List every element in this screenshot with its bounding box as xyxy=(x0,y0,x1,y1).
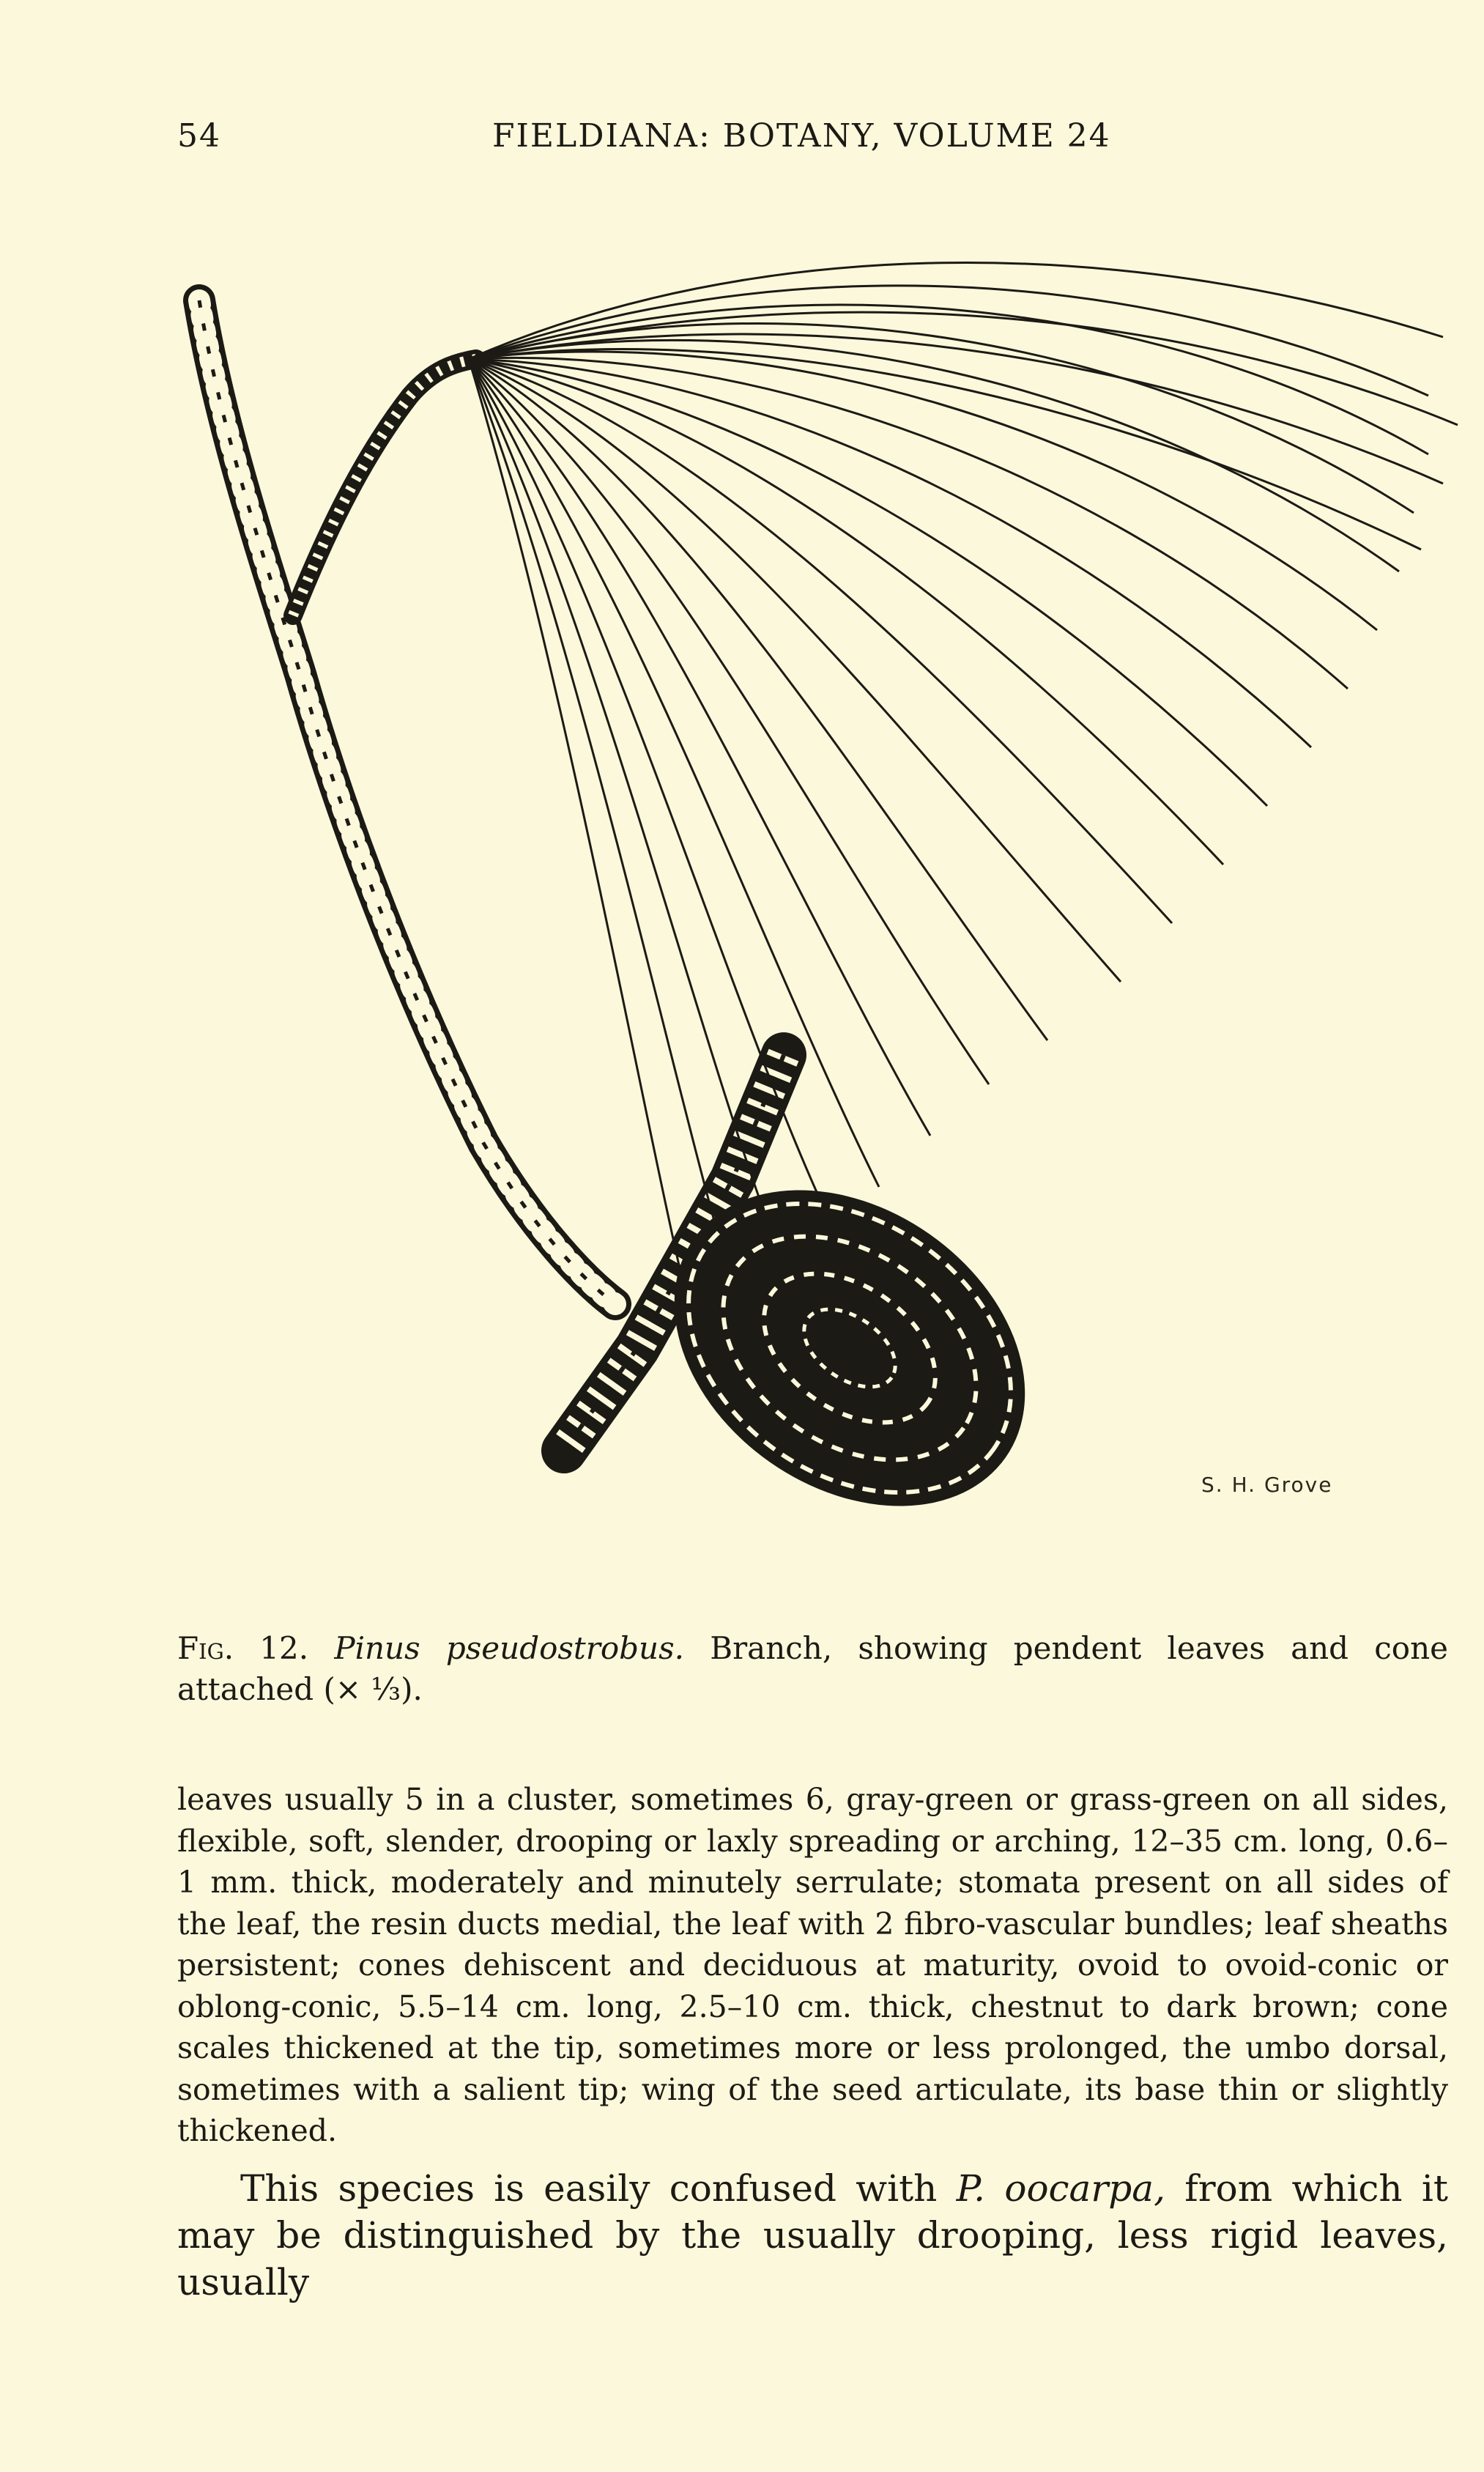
pine-cone xyxy=(614,1125,1086,1572)
pine-needles xyxy=(469,262,1458,1275)
discussion-text-before: This species is easily confused with xyxy=(240,2167,957,2210)
caption-species: Pinus pseudostrobus. xyxy=(334,1630,685,1666)
discussion-text-after: from which it may be distinguished by the usually drooping, less rigid leaves, usually xyxy=(177,2167,1448,2303)
main-branch xyxy=(199,300,615,1304)
description-paragraph: leaves usually 5 in a cluster, sometimes 6, gray-green or grass-green on all sides, flexible, soft, slender, drooping or laxly spreading or arching, 12–35 cm. long, 0.6–1 mm. thick, moderately and minutely serrulate; stomata present on all sides of the leaf, the resin ducts medial, the leaf with 2 fibro-vascular bundles; leaf sheaths persistent; cones dehiscent and deciduous at maturity, ovoid to ovoid-conic or oblong-conic, 5.5–14 cm. long, 2.5–10 cm. thick, chestnut to dark brown; cone scales thickened at the tip, sometimes more or less prolonged, the umbo dorsal, sometimes with a salient tip; wing of the seed articulate, its base thin or slightly thickened. xyxy=(177,1782,1448,2148)
discussion-species: P. oocarpa, xyxy=(956,2167,1165,2210)
discussion-section xyxy=(177,2165,1448,2306)
species-description xyxy=(177,1779,1448,2152)
page-number: 54 xyxy=(177,117,221,155)
figure-caption xyxy=(177,1628,1448,1710)
caption-text: Branch, showing pendent leaves and cone attached (× ⅓). xyxy=(177,1630,1448,1707)
figure-label: Fig. 12. xyxy=(177,1630,309,1666)
pine-branch-drawing xyxy=(168,205,1472,1612)
twig xyxy=(293,359,476,615)
illustrator-signature: S. H. Grove xyxy=(1201,1473,1333,1497)
discussion-paragraph xyxy=(177,2165,1448,2306)
running-head: FIELDIANA: BOTANY, VOLUME 24 xyxy=(492,117,1111,155)
page-header xyxy=(177,117,1305,161)
pine-branch-illustration xyxy=(168,205,1472,1612)
